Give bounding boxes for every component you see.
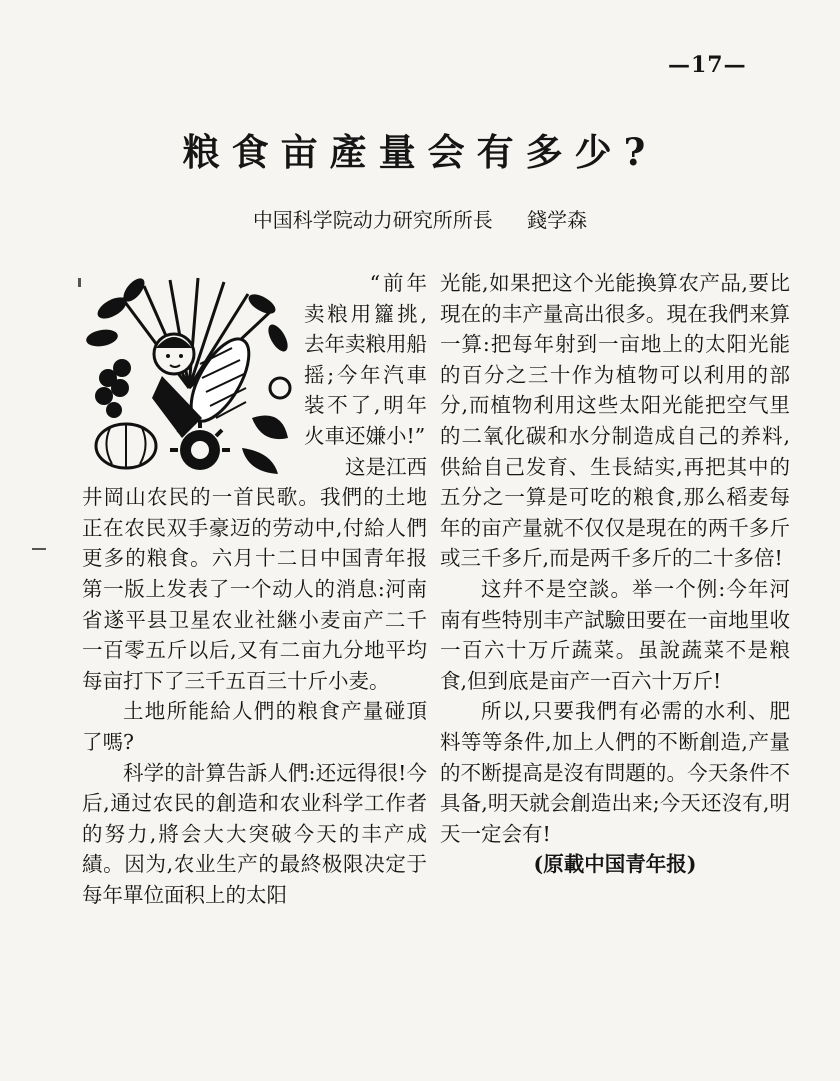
author-name: 錢学森 <box>527 208 588 232</box>
left-column <box>82 268 427 910</box>
folk-song: “前年卖粮用籮挑,去年卖粮用船摇;今年汽車装不了,明年火車还嫌小!” <box>304 271 427 448</box>
paragraph: 所以,只要我們有必需的水利、肥料等等条件,加上人們的不断創造,产量的不断提高是沒有問題的。今天条件不具备,明天就会創造出来;今天还沒有,明天一定会有! <box>440 699 790 846</box>
paragraph: 光能,如果把这个光能換算农产品,要比現在的丰产量高出很多。現在我們来算一算:把每年射到一亩地上的太阳光能的百分之三十作为植物可以利用的部分,而植物利用这些太阳光能把空气里的二氧化碳和水分制造成自己的养料,供給自己发育、生長結实,再把其中的五分之一算是可吃的粮食,那么稻麦每年的亩产量就不仅仅是現在的两千多斤或三千多斤,而是两千多斤的二十多倍! <box>440 271 790 571</box>
paragraph: 这幷不是空談。举一个例:今年河南有些特別丰产試驗田要在一亩地里收一百六十万斤蔬菜。虽說蔬菜不是粮食,但到底是亩产一百六十万斤! <box>440 576 790 693</box>
right-column <box>440 268 790 880</box>
harvest-illustration <box>82 268 296 478</box>
byline <box>0 204 840 233</box>
page-number: —17— <box>668 52 747 78</box>
author-position: 中国科学院动力研究所所長 <box>252 208 493 232</box>
scan-speck <box>32 548 46 550</box>
source-note: (原載中国青年报) <box>533 852 697 877</box>
paragraph: 这是江西井岡山农民的一首民歌。我們的土地正在农民双手豪迈的劳动中,付給人們更多的粮食。六月十二日中国青年报第一版上发表了一个动人的消息:河南省遂平县卫星农业社継小麦亩产二千一百零五斤以后,又有二亩九分地平均每亩打下了三千五百三十斤小麦。 <box>82 454 427 693</box>
harvest-boy-icon <box>82 268 296 474</box>
scan-speck <box>78 278 81 287</box>
paragraph: 科学的計算告訴人們:还远得很!今后,通过农民的創造和农业科学工作者的努力,將会大大突破今天的丰产成績。因为,农业生产的最終极限决定于每年單位面积上的太阳 <box>82 760 427 907</box>
paragraph: 土地所能給人們的粮食产量碰頂了嗎? <box>82 699 427 754</box>
article-title: 粮食亩產量会有多少? <box>182 130 658 174</box>
